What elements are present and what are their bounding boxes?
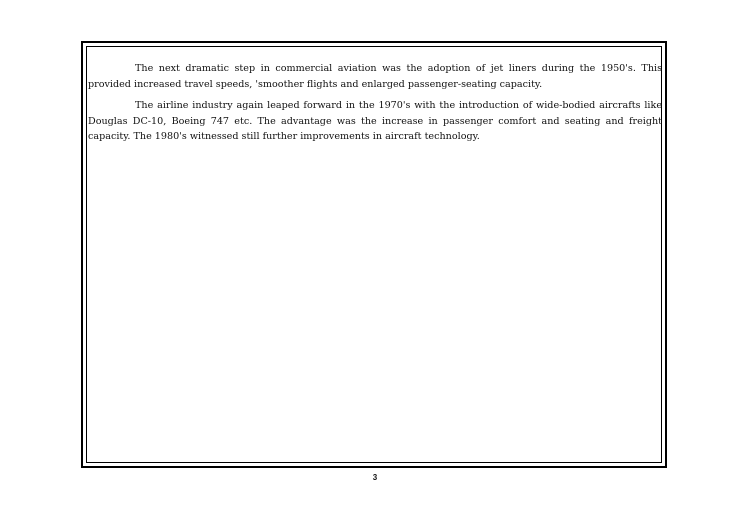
page-number: 3	[372, 473, 378, 482]
paragraph-wide-bodied-aircraft: The airline industry again leaped forward in the 1970's with the introduction of wide-bodied aircrafts like Douglas DC-10, Boeing 747 etc. The advantage was the increase in passenger comfort and seating and freight capacity. The 1980's witnessed still further improvements in aircraft technology.	[88, 100, 662, 142]
document-body	[88, 61, 662, 151]
paragraph-jet-liners: The next dramatic step in commercial aviation was the adoption of jet liners during the 1950's. This provided increased travel speeds, 'smoother flights and enlarged passenger-seating capacity.	[88, 63, 662, 90]
